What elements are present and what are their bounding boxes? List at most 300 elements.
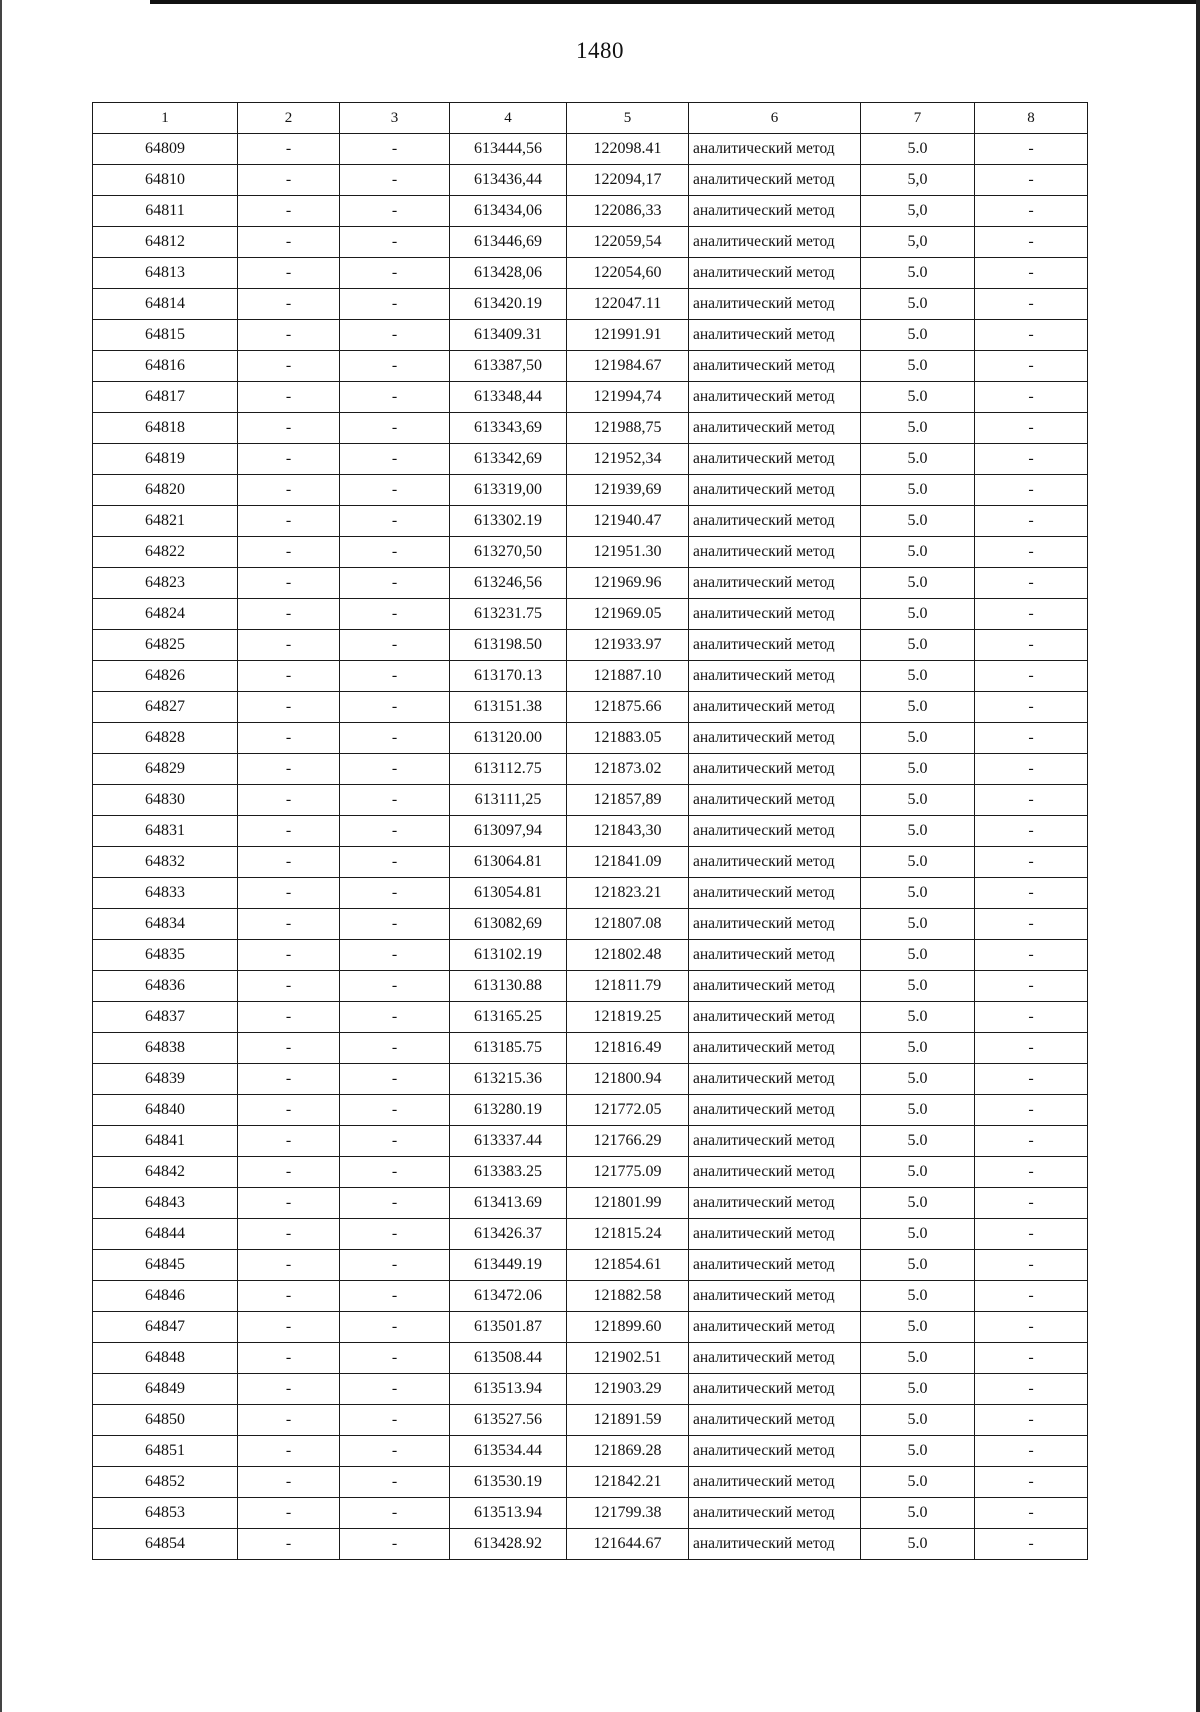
column-header: 2: [238, 103, 340, 134]
point-number-cell: 64844: [93, 1219, 238, 1250]
accuracy-cell: 5.0: [861, 1529, 975, 1560]
accuracy-cell: 5.0: [861, 1467, 975, 1498]
col8-cell: -: [975, 1343, 1088, 1374]
y-coordinate-cell: 121873.02: [567, 754, 689, 785]
col2-cell: -: [238, 816, 340, 847]
col2-cell: -: [238, 1219, 340, 1250]
table-row: [93, 1343, 1088, 1374]
accuracy-cell: 5.0: [861, 506, 975, 537]
col8-cell: -: [975, 289, 1088, 320]
col8-cell: -: [975, 599, 1088, 630]
x-coordinate-cell: 613111,25: [450, 785, 567, 816]
method-cell: аналитический метод: [689, 258, 861, 289]
accuracy-cell: 5.0: [861, 537, 975, 568]
y-coordinate-cell: 122047.11: [567, 289, 689, 320]
col8-cell: -: [975, 1281, 1088, 1312]
table-row: [93, 289, 1088, 320]
method-cell: аналитический метод: [689, 1157, 861, 1188]
point-number-cell: 64852: [93, 1467, 238, 1498]
col2-cell: -: [238, 506, 340, 537]
point-number-cell: 64848: [93, 1343, 238, 1374]
col2-cell: -: [238, 785, 340, 816]
method-cell: аналитический метод: [689, 1529, 861, 1560]
accuracy-cell: 5.0: [861, 723, 975, 754]
point-number-cell: 64810: [93, 165, 238, 196]
point-number-cell: 64816: [93, 351, 238, 382]
col8-cell: -: [975, 1312, 1088, 1343]
x-coordinate-cell: 613530.19: [450, 1467, 567, 1498]
table-row: [93, 227, 1088, 258]
x-coordinate-cell: 613064.81: [450, 847, 567, 878]
col2-cell: -: [238, 1126, 340, 1157]
col2-cell: -: [238, 1033, 340, 1064]
column-header: 1: [93, 103, 238, 134]
method-cell: аналитический метод: [689, 1126, 861, 1157]
accuracy-cell: 5.0: [861, 661, 975, 692]
table-row: [93, 723, 1088, 754]
y-coordinate-cell: 121815.24: [567, 1219, 689, 1250]
accuracy-cell: 5.0: [861, 568, 975, 599]
y-coordinate-cell: 121891.59: [567, 1405, 689, 1436]
col3-cell: -: [340, 475, 450, 506]
x-coordinate-cell: 613246,56: [450, 568, 567, 599]
col8-cell: -: [975, 1467, 1088, 1498]
x-coordinate-cell: 613387,50: [450, 351, 567, 382]
x-coordinate-cell: 613472.06: [450, 1281, 567, 1312]
col8-cell: -: [975, 1436, 1088, 1467]
col2-cell: -: [238, 1250, 340, 1281]
col8-cell: -: [975, 506, 1088, 537]
col3-cell: -: [340, 1312, 450, 1343]
y-coordinate-cell: 121816.49: [567, 1033, 689, 1064]
table-row: [93, 1405, 1088, 1436]
accuracy-cell: 5.0: [861, 320, 975, 351]
table-row: [93, 692, 1088, 723]
point-number-cell: 64842: [93, 1157, 238, 1188]
col2-cell: -: [238, 971, 340, 1002]
col8-cell: -: [975, 227, 1088, 258]
accuracy-cell: 5.0: [861, 1281, 975, 1312]
x-coordinate-cell: 613426.37: [450, 1219, 567, 1250]
col3-cell: -: [340, 1095, 450, 1126]
accuracy-cell: 5.0: [861, 258, 975, 289]
y-coordinate-cell: 121933.97: [567, 630, 689, 661]
table-row: [93, 1374, 1088, 1405]
col8-cell: -: [975, 196, 1088, 227]
col3-cell: -: [340, 878, 450, 909]
col3-cell: -: [340, 1126, 450, 1157]
method-cell: аналитический метод: [689, 1374, 861, 1405]
point-number-cell: 64815: [93, 320, 238, 351]
x-coordinate-cell: 613337.44: [450, 1126, 567, 1157]
method-cell: аналитический метод: [689, 723, 861, 754]
method-cell: аналитический метод: [689, 1095, 861, 1126]
x-coordinate-cell: 613444,56: [450, 134, 567, 165]
point-number-cell: 64841: [93, 1126, 238, 1157]
accuracy-cell: 5.0: [861, 1095, 975, 1126]
y-coordinate-cell: 122086,33: [567, 196, 689, 227]
accuracy-cell: 5.0: [861, 475, 975, 506]
col3-cell: -: [340, 568, 450, 599]
col8-cell: -: [975, 1095, 1088, 1126]
accuracy-cell: 5.0: [861, 816, 975, 847]
point-number-cell: 64824: [93, 599, 238, 630]
col8-cell: -: [975, 692, 1088, 723]
point-number-cell: 64838: [93, 1033, 238, 1064]
col8-cell: -: [975, 940, 1088, 971]
point-number-cell: 64812: [93, 227, 238, 258]
x-coordinate-cell: 613215.36: [450, 1064, 567, 1095]
y-coordinate-cell: 121842.21: [567, 1467, 689, 1498]
table-row: [93, 1529, 1088, 1560]
accuracy-cell: 5.0: [861, 1374, 975, 1405]
method-cell: аналитический метод: [689, 1250, 861, 1281]
method-cell: аналитический метод: [689, 537, 861, 568]
col2-cell: -: [238, 754, 340, 785]
method-cell: аналитический метод: [689, 1312, 861, 1343]
accuracy-cell: 5.0: [861, 630, 975, 661]
x-coordinate-cell: 613280.19: [450, 1095, 567, 1126]
point-number-cell: 64833: [93, 878, 238, 909]
x-coordinate-cell: 613513.94: [450, 1374, 567, 1405]
table-row: [93, 1157, 1088, 1188]
accuracy-cell: 5.0: [861, 692, 975, 723]
table-row: [93, 1033, 1088, 1064]
method-cell: аналитический метод: [689, 351, 861, 382]
y-coordinate-cell: 121800.94: [567, 1064, 689, 1095]
table-row: [93, 909, 1088, 940]
method-cell: аналитический метод: [689, 1188, 861, 1219]
col8-cell: -: [975, 351, 1088, 382]
y-coordinate-cell: 121899.60: [567, 1312, 689, 1343]
method-cell: аналитический метод: [689, 1281, 861, 1312]
y-coordinate-cell: 121882.58: [567, 1281, 689, 1312]
accuracy-cell: 5.0: [861, 1219, 975, 1250]
method-cell: аналитический метод: [689, 444, 861, 475]
table-row: [93, 568, 1088, 599]
col3-cell: -: [340, 320, 450, 351]
col2-cell: -: [238, 568, 340, 599]
accuracy-cell: 5.0: [861, 1343, 975, 1374]
y-coordinate-cell: 121802.48: [567, 940, 689, 971]
method-cell: аналитический метод: [689, 1405, 861, 1436]
method-cell: аналитический метод: [689, 816, 861, 847]
point-number-cell: 64830: [93, 785, 238, 816]
point-number-cell: 64828: [93, 723, 238, 754]
point-number-cell: 64817: [93, 382, 238, 413]
x-coordinate-cell: 613428.92: [450, 1529, 567, 1560]
col2-cell: -: [238, 1498, 340, 1529]
col3-cell: -: [340, 537, 450, 568]
col8-cell: -: [975, 568, 1088, 599]
col3-cell: -: [340, 1002, 450, 1033]
method-cell: аналитический метод: [689, 909, 861, 940]
col3-cell: -: [340, 289, 450, 320]
point-number-cell: 64835: [93, 940, 238, 971]
point-number-cell: 64809: [93, 134, 238, 165]
column-header: 5: [567, 103, 689, 134]
table-row: [93, 413, 1088, 444]
col8-cell: -: [975, 165, 1088, 196]
x-coordinate-cell: 613054.81: [450, 878, 567, 909]
x-coordinate-cell: 613446,69: [450, 227, 567, 258]
method-cell: аналитический метод: [689, 971, 861, 1002]
col3-cell: -: [340, 1250, 450, 1281]
col8-cell: -: [975, 971, 1088, 1002]
method-cell: аналитический метод: [689, 1436, 861, 1467]
col2-cell: -: [238, 940, 340, 971]
col8-cell: -: [975, 909, 1088, 940]
accuracy-cell: 5.0: [861, 1436, 975, 1467]
col8-cell: -: [975, 413, 1088, 444]
col3-cell: -: [340, 1219, 450, 1250]
scan-left-border: [0, 0, 2, 1712]
y-coordinate-cell: 121811.79: [567, 971, 689, 1002]
accuracy-cell: 5.0: [861, 847, 975, 878]
method-cell: аналитический метод: [689, 1498, 861, 1529]
method-cell: аналитический метод: [689, 754, 861, 785]
col8-cell: -: [975, 1498, 1088, 1529]
y-coordinate-cell: 122098.41: [567, 134, 689, 165]
x-coordinate-cell: 613343,69: [450, 413, 567, 444]
method-cell: аналитический метод: [689, 692, 861, 723]
table-row: [93, 1498, 1088, 1529]
y-coordinate-cell: 121807.08: [567, 909, 689, 940]
x-coordinate-cell: 613102.19: [450, 940, 567, 971]
col2-cell: -: [238, 1405, 340, 1436]
col8-cell: -: [975, 1250, 1088, 1281]
point-number-cell: 64834: [93, 909, 238, 940]
col2-cell: -: [238, 1188, 340, 1219]
y-coordinate-cell: 121988,75: [567, 413, 689, 444]
point-number-cell: 64814: [93, 289, 238, 320]
point-number-cell: 64851: [93, 1436, 238, 1467]
y-coordinate-cell: 121843,30: [567, 816, 689, 847]
point-number-cell: 64818: [93, 413, 238, 444]
y-coordinate-cell: 121902.51: [567, 1343, 689, 1374]
col2-cell: -: [238, 351, 340, 382]
x-coordinate-cell: 613270,50: [450, 537, 567, 568]
y-coordinate-cell: 121819.25: [567, 1002, 689, 1033]
col3-cell: -: [340, 1188, 450, 1219]
x-coordinate-cell: 613508.44: [450, 1343, 567, 1374]
col3-cell: -: [340, 444, 450, 475]
col2-cell: -: [238, 1157, 340, 1188]
point-number-cell: 64821: [93, 506, 238, 537]
col2-cell: -: [238, 134, 340, 165]
col3-cell: -: [340, 227, 450, 258]
accuracy-cell: 5.0: [861, 444, 975, 475]
col2-cell: -: [238, 227, 340, 258]
col3-cell: -: [340, 1064, 450, 1095]
x-coordinate-cell: 613501.87: [450, 1312, 567, 1343]
col3-cell: -: [340, 909, 450, 940]
accuracy-cell: 5.0: [861, 1002, 975, 1033]
col3-cell: -: [340, 134, 450, 165]
y-coordinate-cell: 121775.09: [567, 1157, 689, 1188]
col3-cell: -: [340, 630, 450, 661]
col2-cell: -: [238, 1312, 340, 1343]
y-coordinate-cell: 122054,60: [567, 258, 689, 289]
col3-cell: -: [340, 1374, 450, 1405]
x-coordinate-cell: 613231.75: [450, 599, 567, 630]
method-cell: аналитический метод: [689, 630, 861, 661]
column-header: 3: [340, 103, 450, 134]
y-coordinate-cell: 121991.91: [567, 320, 689, 351]
method-cell: аналитический метод: [689, 227, 861, 258]
point-number-cell: 64845: [93, 1250, 238, 1281]
accuracy-cell: 5.0: [861, 413, 975, 444]
col3-cell: -: [340, 1436, 450, 1467]
col8-cell: -: [975, 630, 1088, 661]
x-coordinate-cell: 613302.19: [450, 506, 567, 537]
point-number-cell: 64832: [93, 847, 238, 878]
y-coordinate-cell: 121644.67: [567, 1529, 689, 1560]
point-number-cell: 64836: [93, 971, 238, 1002]
x-coordinate-cell: 613409.31: [450, 320, 567, 351]
x-coordinate-cell: 613436,44: [450, 165, 567, 196]
table-row: [93, 661, 1088, 692]
col3-cell: -: [340, 971, 450, 1002]
col2-cell: -: [238, 630, 340, 661]
table-row: [93, 1002, 1088, 1033]
x-coordinate-cell: 613120.00: [450, 723, 567, 754]
x-coordinate-cell: 613527.56: [450, 1405, 567, 1436]
accuracy-cell: 5.0: [861, 382, 975, 413]
col2-cell: -: [238, 1436, 340, 1467]
y-coordinate-cell: 121887.10: [567, 661, 689, 692]
y-coordinate-cell: 121939,69: [567, 475, 689, 506]
accuracy-cell: 5.0: [861, 971, 975, 1002]
x-coordinate-cell: 613185.75: [450, 1033, 567, 1064]
x-coordinate-cell: 613170.13: [450, 661, 567, 692]
method-cell: аналитический метод: [689, 847, 861, 878]
point-number-cell: 64854: [93, 1529, 238, 1560]
point-number-cell: 64819: [93, 444, 238, 475]
col8-cell: -: [975, 1002, 1088, 1033]
method-cell: аналитический метод: [689, 134, 861, 165]
point-number-cell: 64823: [93, 568, 238, 599]
col8-cell: -: [975, 1064, 1088, 1095]
accuracy-cell: 5.0: [861, 1126, 975, 1157]
accuracy-cell: 5.0: [861, 878, 975, 909]
method-cell: аналитический метод: [689, 320, 861, 351]
accuracy-cell: 5.0: [861, 1157, 975, 1188]
accuracy-cell: 5.0: [861, 1033, 975, 1064]
y-coordinate-cell: 121994,74: [567, 382, 689, 413]
col8-cell: -: [975, 134, 1088, 165]
col2-cell: -: [238, 847, 340, 878]
col8-cell: -: [975, 1529, 1088, 1560]
accuracy-cell: 5.0: [861, 1405, 975, 1436]
point-number-cell: 64811: [93, 196, 238, 227]
col8-cell: -: [975, 1219, 1088, 1250]
y-coordinate-cell: 122094,17: [567, 165, 689, 196]
y-coordinate-cell: 121869.28: [567, 1436, 689, 1467]
y-coordinate-cell: 121854.61: [567, 1250, 689, 1281]
table-row: [93, 1064, 1088, 1095]
x-coordinate-cell: 613420.19: [450, 289, 567, 320]
point-number-cell: 64820: [93, 475, 238, 506]
col2-cell: -: [238, 909, 340, 940]
col2-cell: -: [238, 1064, 340, 1095]
col8-cell: -: [975, 320, 1088, 351]
col8-cell: -: [975, 1405, 1088, 1436]
point-number-cell: 64837: [93, 1002, 238, 1033]
col3-cell: -: [340, 1498, 450, 1529]
y-coordinate-cell: 121841.09: [567, 847, 689, 878]
y-coordinate-cell: 121951.30: [567, 537, 689, 568]
x-coordinate-cell: 613342,69: [450, 444, 567, 475]
point-number-cell: 64825: [93, 630, 238, 661]
col2-cell: -: [238, 878, 340, 909]
col2-cell: -: [238, 475, 340, 506]
col3-cell: -: [340, 1467, 450, 1498]
method-cell: аналитический метод: [689, 413, 861, 444]
table-row: [93, 599, 1088, 630]
x-coordinate-cell: 613130.88: [450, 971, 567, 1002]
method-cell: аналитический метод: [689, 785, 861, 816]
x-coordinate-cell: 613082,69: [450, 909, 567, 940]
x-coordinate-cell: 613534.44: [450, 1436, 567, 1467]
col3-cell: -: [340, 196, 450, 227]
col2-cell: -: [238, 692, 340, 723]
point-number-cell: 64843: [93, 1188, 238, 1219]
col8-cell: -: [975, 847, 1088, 878]
accuracy-cell: 5.0: [861, 785, 975, 816]
col2-cell: -: [238, 537, 340, 568]
accuracy-cell: 5.0: [861, 909, 975, 940]
table-row: [93, 196, 1088, 227]
table-row: [93, 1126, 1088, 1157]
method-cell: аналитический метод: [689, 1343, 861, 1374]
method-cell: аналитический метод: [689, 1064, 861, 1095]
y-coordinate-cell: 121984.67: [567, 351, 689, 382]
col2-cell: -: [238, 1002, 340, 1033]
accuracy-cell: 5,0: [861, 165, 975, 196]
point-number-cell: 64847: [93, 1312, 238, 1343]
x-coordinate-cell: 613449.19: [450, 1250, 567, 1281]
point-number-cell: 64853: [93, 1498, 238, 1529]
col2-cell: -: [238, 1374, 340, 1405]
point-number-cell: 64849: [93, 1374, 238, 1405]
col3-cell: -: [340, 692, 450, 723]
accuracy-cell: 5.0: [861, 1064, 975, 1095]
column-header: 8: [975, 103, 1088, 134]
y-coordinate-cell: 121952,34: [567, 444, 689, 475]
y-coordinate-cell: 121823.21: [567, 878, 689, 909]
method-cell: аналитический метод: [689, 940, 861, 971]
col8-cell: -: [975, 754, 1088, 785]
col3-cell: -: [340, 599, 450, 630]
method-cell: аналитический метод: [689, 196, 861, 227]
method-cell: аналитический метод: [689, 878, 861, 909]
col8-cell: -: [975, 537, 1088, 568]
table-row: [93, 444, 1088, 475]
method-cell: аналитический метод: [689, 1002, 861, 1033]
x-coordinate-cell: 613151.38: [450, 692, 567, 723]
col3-cell: -: [340, 1281, 450, 1312]
col3-cell: -: [340, 1157, 450, 1188]
col8-cell: -: [975, 1033, 1088, 1064]
table-row: [93, 878, 1088, 909]
table-row: [93, 1219, 1088, 1250]
method-cell: аналитический метод: [689, 506, 861, 537]
x-coordinate-cell: 613428,06: [450, 258, 567, 289]
table-row: [93, 506, 1088, 537]
method-cell: аналитический метод: [689, 289, 861, 320]
col3-cell: -: [340, 506, 450, 537]
